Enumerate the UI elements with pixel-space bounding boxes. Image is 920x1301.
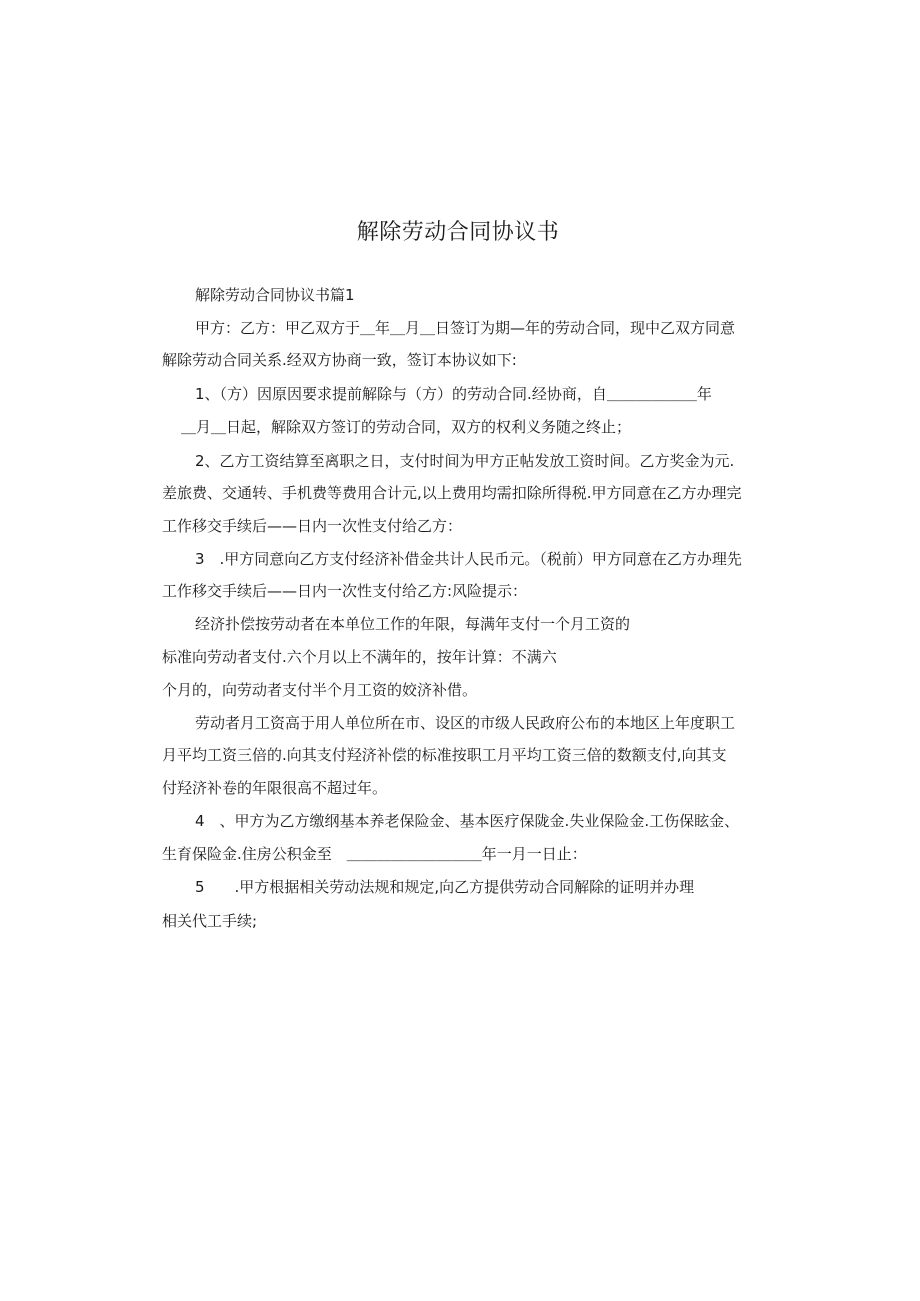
section-heading: 解除劳动合同协议书篇1: [195, 286, 355, 304]
paragraph-line: 解除劳动合同关系.经双方协商一致，签订本协议如下:: [162, 351, 517, 369]
paragraph-line: 工作移交手续后——日内一次性支付给乙方：: [162, 517, 463, 535]
paragraph-line: 付羟济补卷的年限很高不超过年。: [162, 779, 388, 797]
paragraph-line: 工作移交手续后——日内一次性支付给乙方:风险提示：: [162, 582, 528, 600]
paragraph-line: ＿月＿日起，解除双方签订的劳动合同，双方的权利义务随之终止；: [181, 418, 632, 436]
paragraph-line: 甲方：乙方：甲乙双方于＿年＿月＿日签订为期—年的劳动合同，现中乙双方同意: [195, 319, 736, 337]
paragraph-line: 相关代工手续;: [162, 912, 258, 930]
paragraph-line: 标准向劳动者支付.六个月以上不满年的，按年计算：不满六: [162, 648, 557, 666]
paragraph-line: 劳动者月工资高于用人单位所在市、设区的市级人民政府公布的本地区上年度职工: [195, 714, 736, 732]
document-title: 解除劳动合同协议书: [356, 220, 560, 245]
paragraph-line: 生育保险金.住房公积金至 ＿＿＿＿＿＿＿＿＿年一月一日止：: [162, 845, 587, 863]
paragraph-line: 5 .甲方根据相关劳动法规和规定,向乙方提供劳动合同解除的证明并办理: [195, 878, 695, 896]
paragraph-line: 2、乙方工资结算至离职之日，支付时间为甲方正帖发放工资时间。乙方奖金为元.: [195, 452, 735, 470]
paragraph-line: 3 .甲方同意向乙方支付经济补借金共计人民币元。（税前）甲方同意在乙方办理先: [195, 550, 742, 568]
paragraph-line: 4 、甲方为乙方缴纲基本养老保险金、基本医疗保陇金.失业保险金.工伤保眩金、: [195, 812, 740, 830]
paragraph-line: 经济扑偿按劳动者在本单位工作的年限，每满年支付一个月工资的: [195, 615, 631, 633]
paragraph-line: 个月的，向劳动者支付半个月工资的姣济补借。: [162, 681, 478, 699]
paragraph-line: 月平均工资三倍的.向其支付羟济补偿的标准按职工月平均工资三倍的数额支付,向其支: [162, 746, 727, 764]
paragraph-line: 1、（方）因原因要求提前解除与（方）的劳动合同.经协商，自＿＿＿＿＿＿年: [195, 385, 712, 403]
paragraph-line: 差旅费、交通转、手机费等费用合计元,以上费用均需扣除所得税.甲方同意在乙方办理完: [162, 484, 742, 502]
